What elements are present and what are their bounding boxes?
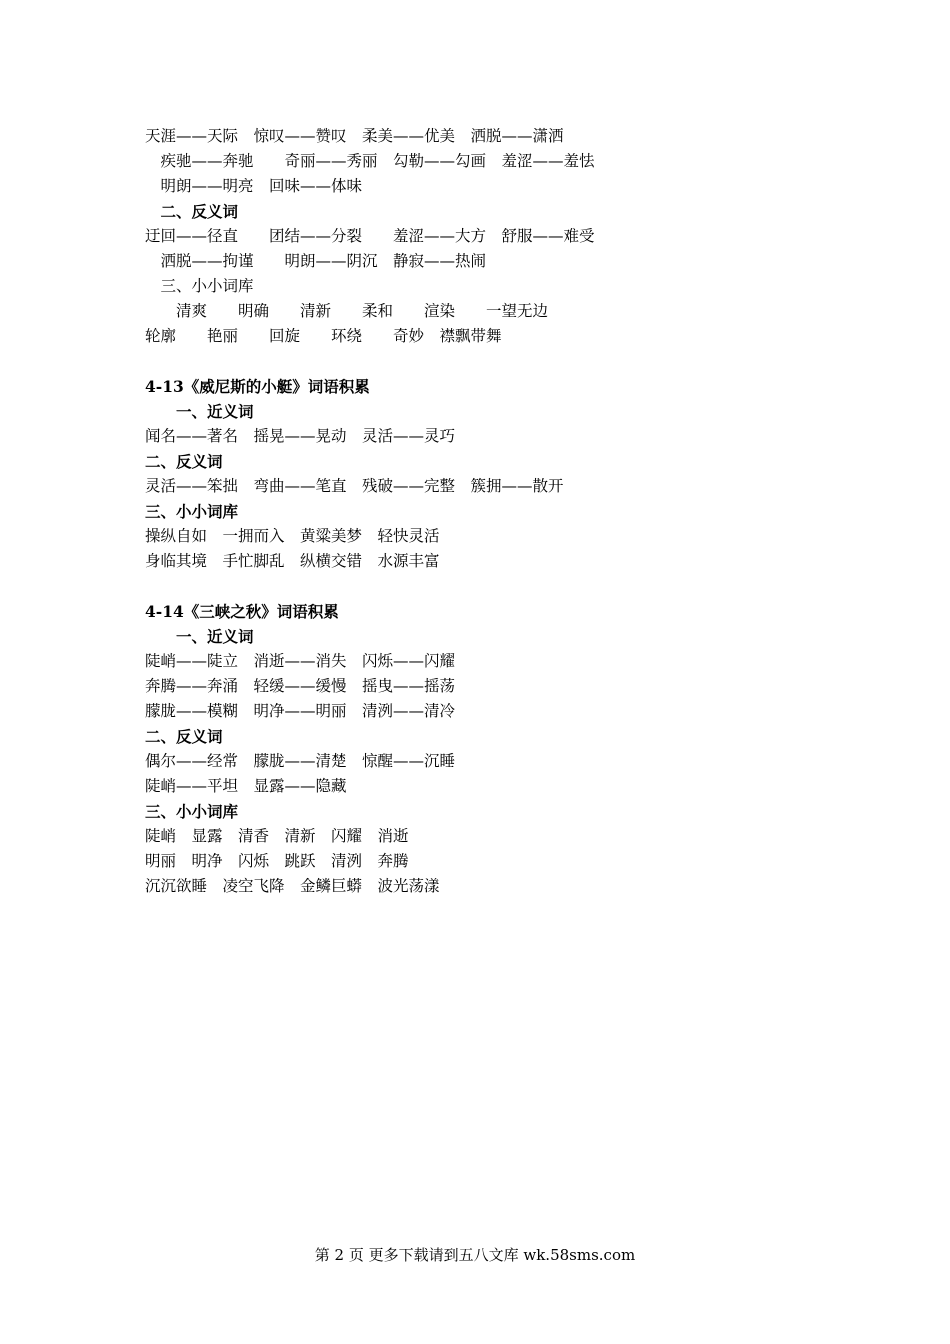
antonym-line: 灵活——笨拙 弯曲——笔直 残破——完整 簇拥——散开	[145, 477, 564, 495]
section-title: 4-14《三峡之秋》词语积累	[145, 602, 339, 621]
section-title: 4-13《威尼斯的小艇》词语积累	[145, 377, 370, 396]
synonym-heading: 一、近义词	[145, 627, 254, 646]
synonym-line: 陡峭——陡立 消逝——消失 闪烁——闪耀	[145, 652, 456, 670]
synonym-line: 天涯——天际 惊叹——赞叹 柔美——优美 洒脱——潇洒	[145, 127, 564, 145]
synonym-line: 闻名——著名 摇晃——晃动 灵活——灵巧	[145, 427, 456, 445]
vocab-line: 操纵自如 一拥而入 黄粱美梦 轻快灵活	[145, 527, 440, 545]
synonym-line: 朦胧——模糊 明净——明丽 清洌——清冷	[145, 702, 456, 720]
vocab-heading: 三、小小词库	[145, 502, 239, 521]
vocab-line: 沉沉欲睡 凌空飞降 金鳞巨蟒 波光荡漾	[145, 877, 440, 895]
vocab-heading: 三、小小词库	[145, 802, 239, 821]
synonym-line: 明朗——明亮 回味——体味	[145, 177, 363, 195]
vocab-line: 轮廓 艳丽 回旋 环绕 奇妙 襟飘带舞	[145, 327, 502, 345]
vocab-line: 陡峭 显露 清香 清新 闪耀 消逝	[145, 827, 409, 845]
synonym-line: 疾驰——奔驰 奇丽——秀丽 勾勒——勾画 羞涩——羞怯	[145, 152, 595, 170]
antonym-line: 陡峭——平坦 显露——隐藏	[145, 777, 347, 795]
synonym-line: 奔腾——奔涌 轻缓——缓慢 摇曳——摇荡	[145, 677, 456, 695]
vocab-line: 清爽 明确 清新 柔和 渲染 一望无边	[145, 302, 549, 320]
prev-section-synonyms	[145, 124, 825, 199]
section-spacer	[145, 349, 825, 374]
section-spacer	[145, 574, 825, 599]
antonym-heading: 二、反义词	[145, 452, 223, 471]
antonym-line: 偶尔——经常 朦胧——清楚 惊醒——沉睡	[145, 752, 456, 770]
vocab-line: 身临其境 手忙脚乱 纵横交错 水源丰富	[145, 552, 440, 570]
antonym-heading: 二、反义词	[145, 727, 223, 746]
antonym-line: 迂回——径直 团结——分裂 羞涩——大方 舒服——难受	[145, 227, 595, 245]
page-content	[145, 124, 825, 899]
page-footer: 第 2 页 更多下载请到五八文库 wk.58sms.com	[314, 1246, 636, 1264]
vocab-heading: 三、小小词库	[145, 277, 254, 295]
antonym-heading: 二、反义词	[145, 202, 239, 221]
antonym-line: 洒脱——拘谨 明朗——阴沉 静寂——热闹	[145, 252, 487, 270]
vocab-line: 明丽 明净 闪烁 跳跃 清洌 奔腾	[145, 852, 409, 870]
synonym-heading: 一、近义词	[145, 402, 254, 421]
